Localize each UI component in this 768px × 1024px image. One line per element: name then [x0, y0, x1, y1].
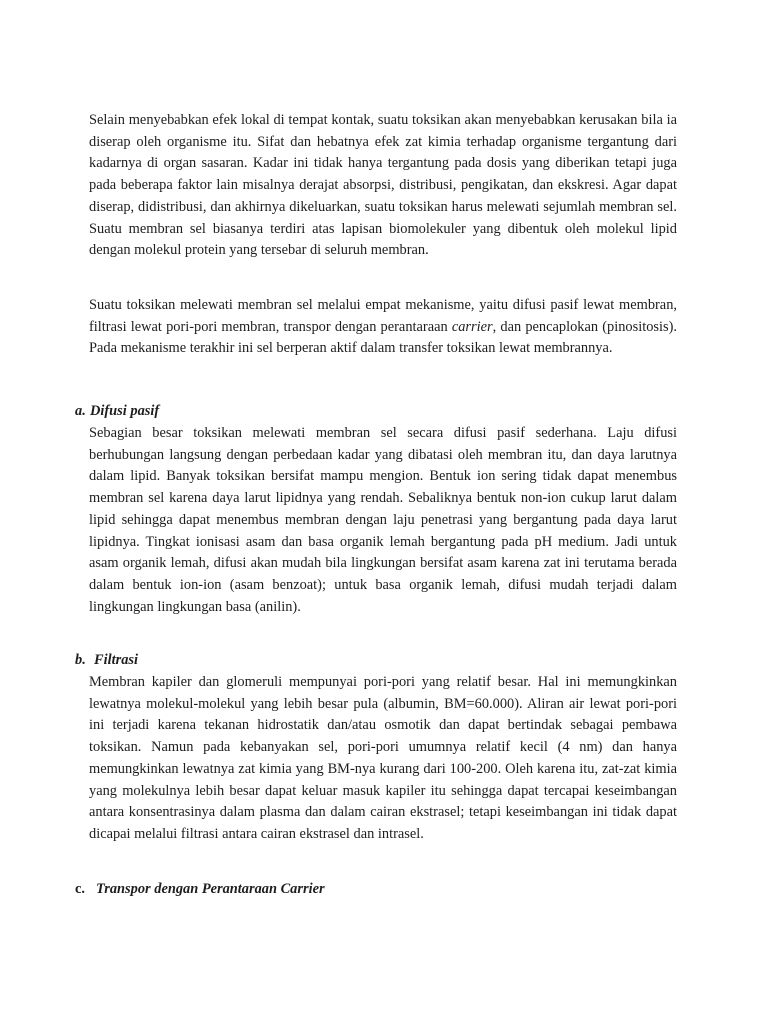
section-body-difusi-pasif: Sebagian besar toksikan melewati membran sel secara difusi pasif sederhana. Laju difusi berhubungan langsung dengan perbedaan kadar yang dibatasi oleh membran itu, dan daya larutnya dalam lipid. Banyak toksikan bersifat mampu mengion. Bentuk ion sering tidak dapat menembus membran sel karena daya larut lipidnya yang rendah. Sebaliknya bentuk non-ion cukup larut dalam lipid sehingga dapat menembus membran dengan laju penetrasi yang bergantung pada daya larut lipidnya. Tingkat ionisasi asam dan basa organik lemah bergantung pada pH medium. Jadi untuk asam organik lemah, difusi akan mudah bila lingkungan bersifat asam karena zat ini terutama berada dalam bentuk ion-ion (asam benzoat); untuk basa organik lemah, difusi mudah terjadi dalam lingkungan lingkungan basa (anilin).	[89, 425, 677, 615]
section-heading-filtrasi	[75, 650, 138, 672]
section-heading-transpor-carrier	[75, 879, 325, 901]
section-title: Difusi pasif	[90, 403, 160, 419]
section-title: Filtrasi	[94, 652, 138, 668]
section-marker: a.	[75, 403, 86, 419]
section-marker: b.	[75, 652, 86, 668]
intro-paragraph-2	[89, 295, 677, 360]
section-body-filtrasi: Membran kapiler dan glomeruli mempunyai pori-pori yang relatif besar. Hal ini memungkinkan lewatnya molekul-molekul yang lebih besar pula (albumin, BM=60.000). Aliran air lewat pori-pori ini terjadi karena tekanan hidrostatik dan/atau osmotik dan dapat bertindak sebagai pembawa toksikan. Namun pada kebanyakan sel, pori-pori umumnya relatif kecil (4 nm) dan hanya memungkinkan lewatnya zat kimia yang BM-nya kurang dari 100-200. Oleh karena itu, zat-zat kimia yang molekulnya lebih besar dapat keluar masuk kapiler itu sehingga dapat tercapai keseimbangan antara konsentrasinya dalam plasma dan dalam cairan ekstrasel; tetapi keseimbangan ini tidak dapat dicapai melalui filtrasi antara cairan ekstrasel dan intrasel.	[89, 674, 677, 842]
intro-paragraph-2-text-end: , dan pencaplokan (pinositosis). Pada mekanisme terakhir ini sel berperan aktif dalam transfer toksikan lewat membrannya.	[89, 318, 677, 357]
intro-paragraph-2-text-start: Suatu toksikan melewati membran sel melalui empat mekanisme, yaitu difusi pasif lewat membran, filtrasi lewat pori-pori membran, transpor dengan perantaraan	[89, 297, 677, 335]
intro-paragraph-1: Selain menyebabkan efek lokal di tempat kontak, suatu toksikan akan menyebabkan kerusakan bila ia diserap oleh organisme itu. Sifat dan hebatnya efek zat kimia terhadap organisme tergantung dari kadarnya di organ sasaran. Kadar ini tidak hanya tergantung pada dosis yang diberikan tetapi juga pada beberapa faktor lain misalnya derajat absorpsi, distribusi, pengikatan, dan ekskresi. Agar dapat diserap, didistribusi, dan akhirnya dikeluarkan, suatu toksikan harus melewati sejumlah membran sel. Suatu membran sel biasanya terdiri atas lapisan biomolekuler yang dibentuk oleh molekul lipid dengan molekul protein yang tersebar di seluruh membran.	[89, 112, 677, 259]
section-title: Transpor dengan Perantaraan Carrier	[96, 881, 325, 897]
section-heading-difusi-pasif	[75, 401, 159, 423]
section-marker: c.	[75, 881, 85, 897]
carrier-term: carrier	[451, 318, 493, 335]
